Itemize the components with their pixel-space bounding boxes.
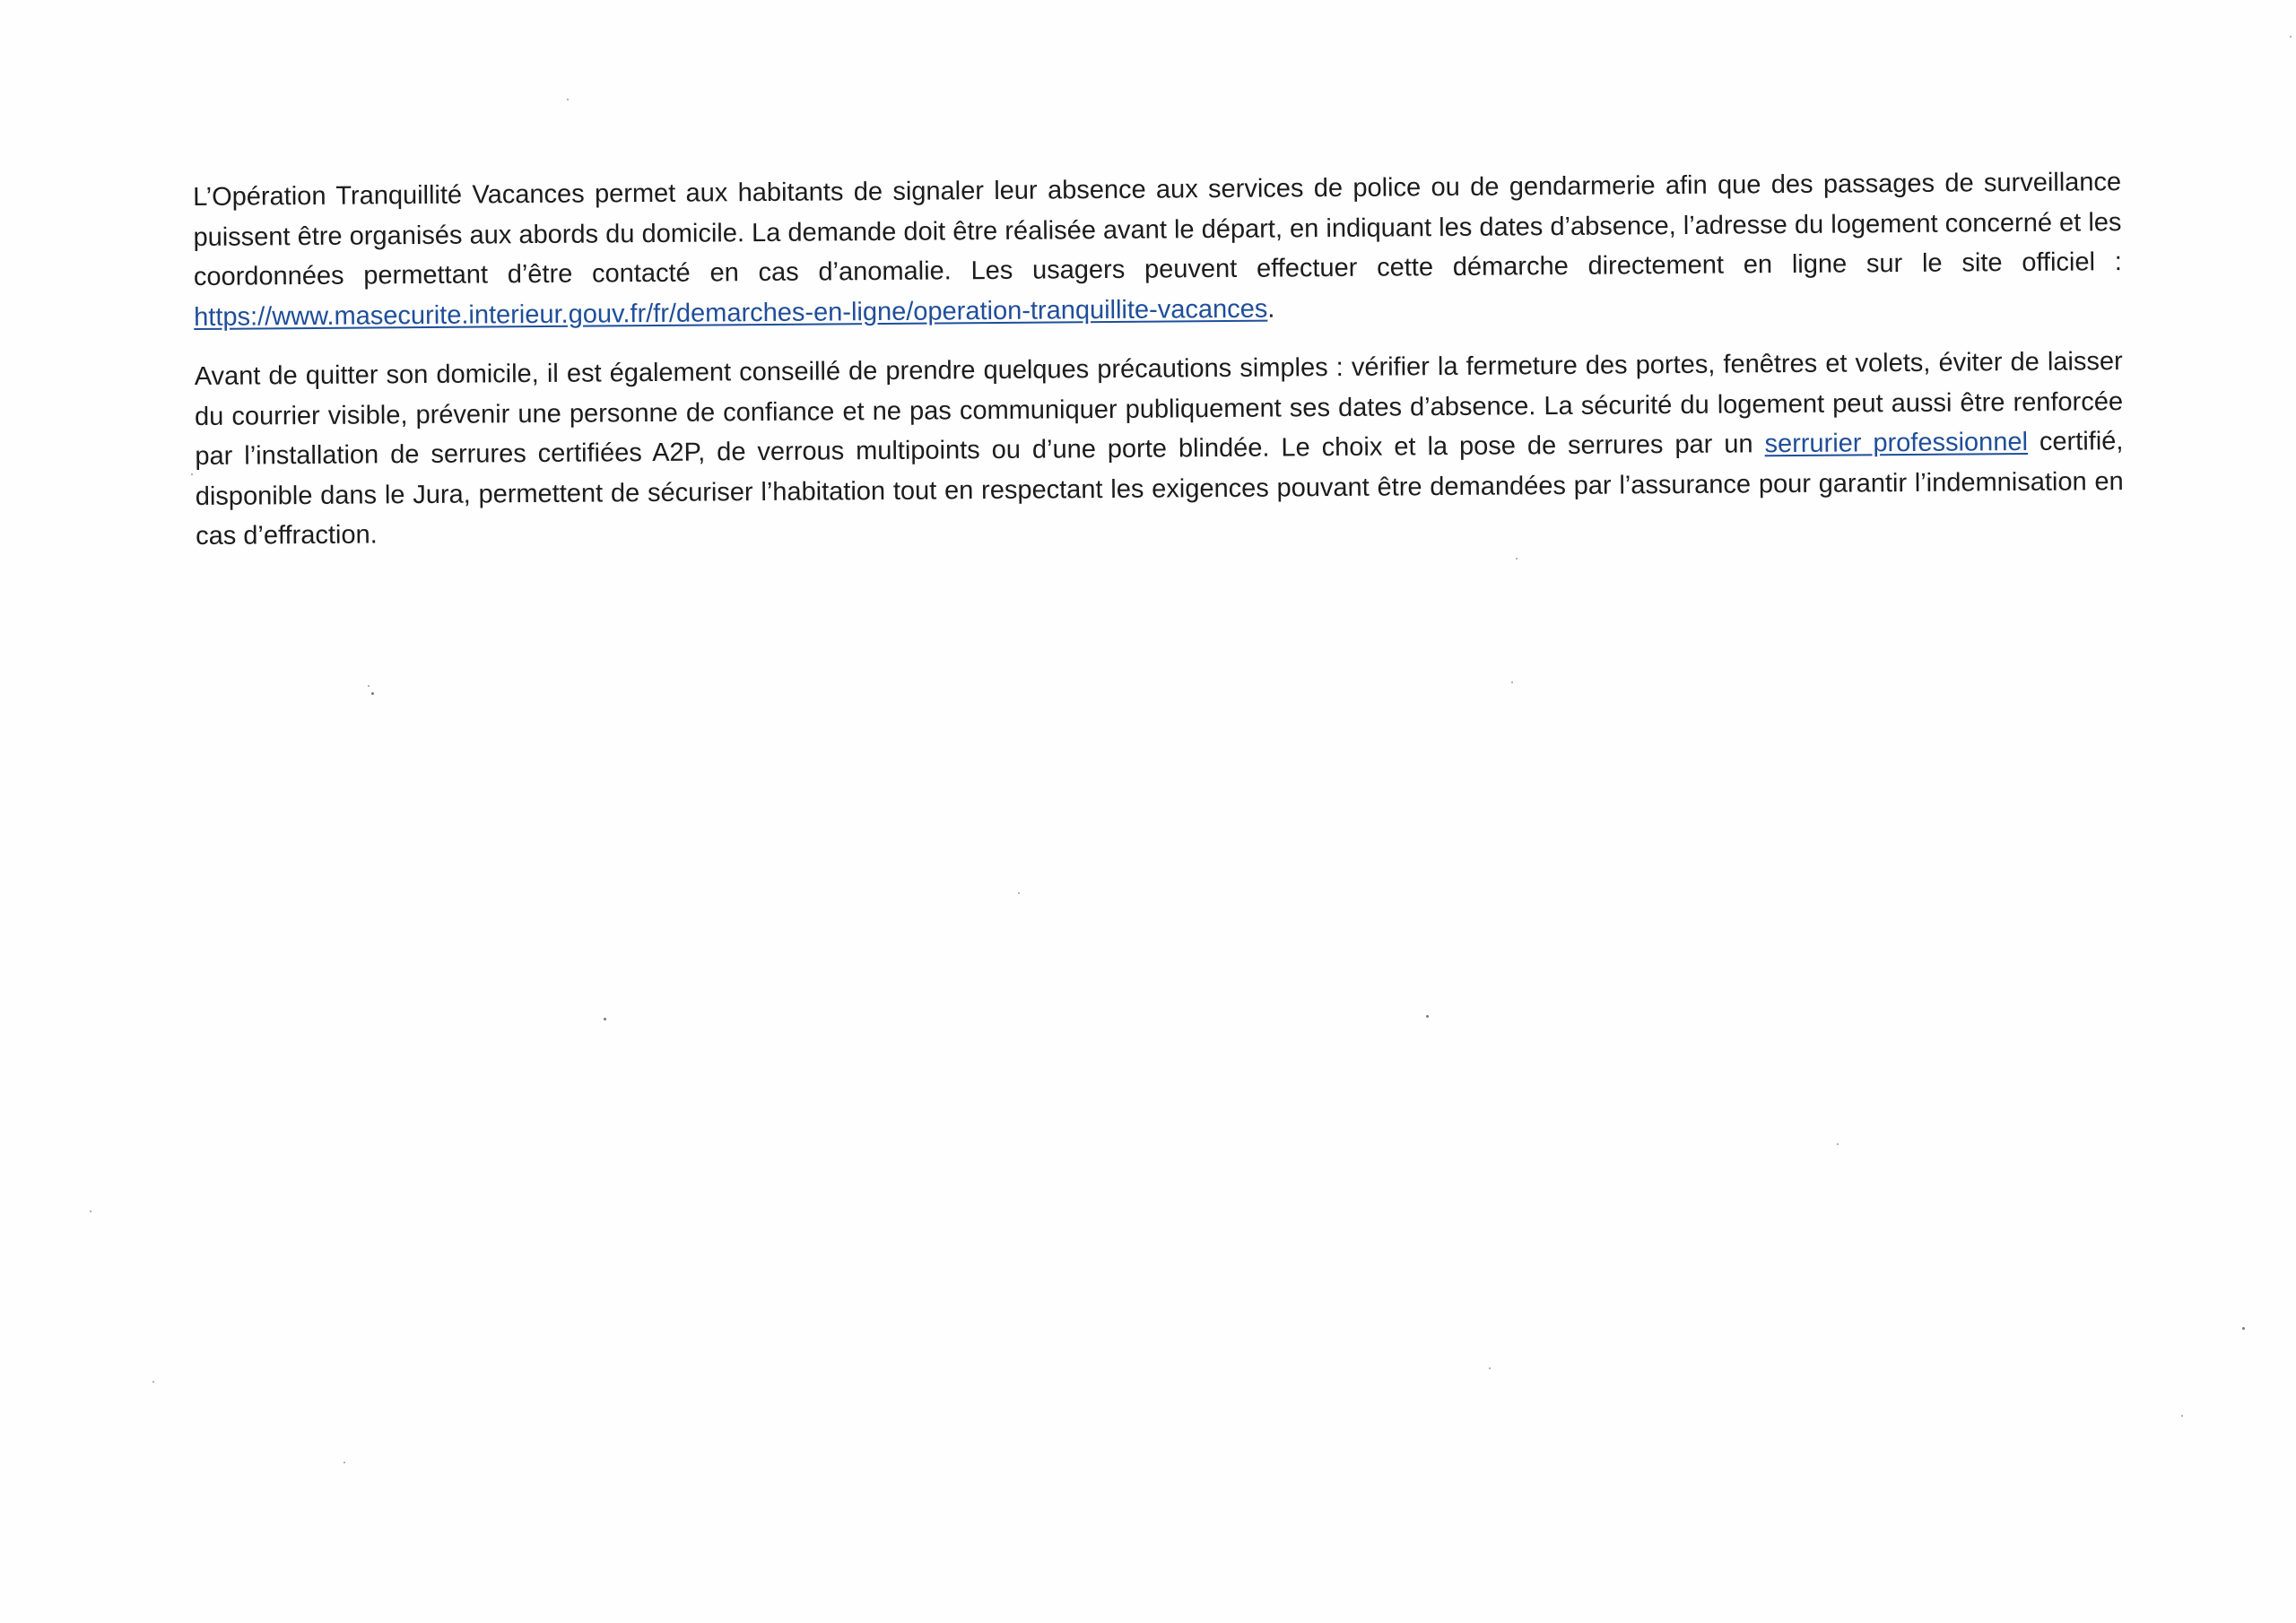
document-body	[193, 162, 2124, 576]
paragraph-2-text: Avant de quitter son domicile, il est également conseillé de prendre quelques précautions simples : vérifier la fermeture des portes, fenêtres et volets, éviter de laisser du courrier visible, prévenir une personne de confiance et ne pas communiquer publiquement ses dates d’absence. La sécurité du logement peut aussi être renforcée par l’installation de serrures certifiées A2P, de verrous multipoints ou d’une porte blindée. Le choix et la pose de serrures par un	[194, 347, 2124, 471]
scan-speck	[1837, 1143, 1839, 1145]
scan-speck	[1018, 892, 1020, 894]
scan-speck	[604, 1018, 606, 1020]
scan-speck	[191, 473, 193, 475]
scan-speck	[1489, 1367, 1491, 1369]
scan-speck	[1516, 558, 1518, 560]
scan-speck	[2242, 1327, 2245, 1330]
paragraph-text	[195, 342, 2125, 556]
serrurier-professionnel-link[interactable]: serrurier professionnel	[1764, 427, 2029, 459]
scan-speck	[90, 1211, 91, 1212]
official-site-link[interactable]: https://www.masecurite.interieur.gouv.fr/fr/demarches-en-ligne/operation-tranquillite-vacances	[194, 294, 1268, 332]
scan-speck	[344, 1462, 345, 1463]
scan-speck	[152, 1381, 154, 1383]
scan-speck	[1511, 681, 1513, 683]
paragraph-precautions	[195, 342, 2125, 556]
scan-speck	[368, 685, 370, 687]
scan-speck	[371, 692, 374, 695]
scan-speck	[567, 99, 569, 100]
scan-speck	[1426, 1015, 1429, 1018]
paragraph-1-text: L’Opération Tranquillité Vacances permet aux habitants de signaler leur absence aux services de police ou de gendarmerie afin que des passages de surveillance puissent être organisés aux abords du domicile. La demande doit être réalisée avant le départ, en indiquant les dates d’absence, l’adresse du logement concerné et les coordonnées permettant d’être contacté en cas d’anomalie. Les usagers peuvent effectuer cette démarche directement en ligne sur le site officiel :	[193, 168, 2122, 291]
paragraph-text	[193, 162, 2122, 337]
paragraph-operation-tranquillite	[193, 162, 2122, 337]
scan-speck	[2290, 36, 2292, 38]
scan-speck	[2181, 1415, 2183, 1417]
paragraph-2-end: certifié, disponible dans le Jura, permettent de sécuriser l’habitation tout en respectant les exigences pouvant être demandées par l’assurance pour garantir l’indemnisation en cas d’effraction.	[195, 427, 2124, 551]
paragraph-1-end: .	[1267, 294, 1275, 324]
